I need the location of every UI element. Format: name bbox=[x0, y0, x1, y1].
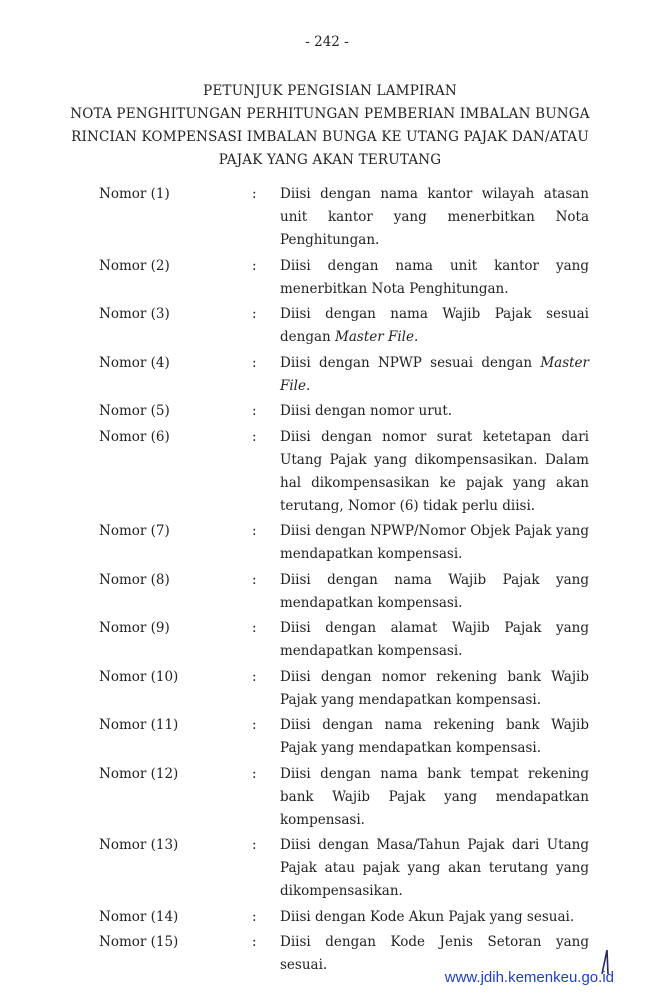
instruction-entry bbox=[99, 763, 589, 832]
title-line: PETUNJUK PENGISIAN LAMPIRAN bbox=[203, 83, 457, 99]
entry-description bbox=[280, 255, 589, 301]
entry-colon: : bbox=[252, 403, 257, 419]
entry-description bbox=[280, 834, 589, 903]
entry-label: Nomor (3) bbox=[99, 306, 170, 322]
entry-description bbox=[280, 520, 589, 566]
entry-description bbox=[280, 352, 589, 398]
entry-description-text: Diisi dengan Kode Akun Pajak yang sesuai. bbox=[280, 908, 575, 925]
entry-label: Nomor (2) bbox=[99, 257, 170, 274]
entry-colon: : bbox=[252, 306, 257, 322]
instruction-entry bbox=[99, 569, 589, 615]
document-title bbox=[60, 80, 600, 172]
entry-colon: : bbox=[252, 908, 257, 925]
entry-description bbox=[280, 617, 589, 663]
title-line: NOTA PENGHITUNGAN PERHITUNGAN PEMBERIAN IMBALAN BUNGA bbox=[70, 106, 590, 122]
instruction-entry bbox=[99, 400, 589, 423]
entry-description bbox=[280, 763, 589, 832]
entry-description-text: Diisi dengan nomor urut. bbox=[280, 403, 453, 419]
entry-description-text: Diisi dengan Masa/Tahun Pajak dari Utang Pajak atau pajak yang akan terutang yang dikompensasikan. bbox=[280, 837, 589, 899]
entry-label: Nomor (5) bbox=[99, 403, 170, 419]
instruction-entry bbox=[99, 352, 589, 398]
title-line: PAJAK YANG AKAN TERUTANG bbox=[218, 152, 442, 168]
entry-label: Nomor (8) bbox=[99, 571, 170, 588]
entry-colon: : bbox=[252, 934, 257, 950]
entry-description bbox=[280, 183, 589, 252]
instruction-entry bbox=[99, 617, 589, 663]
entry-description-italic: Master File. bbox=[335, 329, 419, 345]
entry-colon: : bbox=[252, 837, 257, 853]
entry-description bbox=[280, 906, 589, 929]
entry-description-text: Diisi dengan nama Wajib Pajak yang mendapatkan kompensasi. bbox=[280, 571, 589, 611]
entry-label: Nomor (12) bbox=[99, 765, 179, 782]
entry-description bbox=[280, 426, 589, 518]
entry-description-text: Diisi dengan nama rekening bank Wajib Pajak yang mendapatkan kompensasi. bbox=[280, 717, 589, 756]
instruction-entry bbox=[99, 255, 589, 301]
entry-colon: : bbox=[252, 428, 257, 445]
entry-label: Nomor (7) bbox=[99, 523, 170, 539]
entry-label: Nomor (14) bbox=[99, 908, 179, 925]
entry-label: Nomor (4) bbox=[99, 354, 170, 371]
entry-colon: : bbox=[252, 186, 257, 202]
entry-description-text: Diisi dengan nama unit kantor yang menerbitkan Nota Penghitungan. bbox=[280, 257, 589, 297]
instruction-entry bbox=[99, 906, 589, 929]
entry-colon: : bbox=[252, 765, 257, 782]
entry-label: Nomor (1) bbox=[99, 186, 170, 202]
instruction-entry bbox=[99, 666, 589, 712]
initial-signature-mark bbox=[600, 948, 610, 978]
entry-description bbox=[280, 303, 589, 349]
entry-label: Nomor (15) bbox=[99, 934, 179, 950]
entry-colon: : bbox=[252, 717, 257, 733]
entry-colon: : bbox=[252, 523, 257, 539]
instruction-entry bbox=[99, 714, 589, 760]
entry-label: Nomor (10) bbox=[99, 668, 179, 685]
entry-description-text: Diisi dengan NPWP/Nomor Objek Pajak yang mendapatkan kompensasi. bbox=[280, 523, 589, 562]
entry-description-text: Diisi dengan alamat Wajib Pajak yang mendapatkan kompensasi. bbox=[280, 620, 589, 659]
page-number: - 242 - bbox=[305, 34, 349, 50]
entry-description-italic: Master File. bbox=[280, 354, 589, 394]
instruction-list bbox=[99, 183, 589, 980]
entry-colon: : bbox=[252, 620, 257, 636]
entry-description-text: Diisi dengan nomor rekening bank Wajib Pajak yang mendapatkan kompensasi. bbox=[280, 668, 589, 708]
entry-colon: : bbox=[252, 668, 257, 685]
entry-label: Nomor (13) bbox=[99, 837, 179, 853]
entry-description-text: Diisi dengan nomor surat ketetapan dari Utang Pajak yang dikompensasikan. Dalam hal dikompensasikan ke pajak yang akan terutang, Nomor (6) tidak perlu diisi. bbox=[280, 428, 589, 514]
entry-description bbox=[280, 666, 589, 712]
entry-description-text: Diisi dengan NPWP sesuai dengan bbox=[280, 354, 541, 371]
entry-colon: : bbox=[252, 571, 257, 588]
entry-description-text: Diisi dengan nama kantor wilayah atasan unit kantor yang menerbitkan Nota Penghitungan. bbox=[280, 186, 589, 248]
entry-description bbox=[280, 569, 589, 615]
entry-description bbox=[280, 400, 589, 423]
entry-label: Nomor (9) bbox=[99, 620, 170, 636]
entry-label: Nomor (11) bbox=[99, 717, 179, 733]
title-line: RINCIAN KOMPENSASI IMBALAN BUNGA KE UTANG PAJAK DAN/ATAU bbox=[71, 129, 589, 145]
instruction-entry bbox=[99, 834, 589, 903]
instruction-entry bbox=[99, 303, 589, 349]
entry-description bbox=[280, 714, 589, 760]
entry-description-text: Diisi dengan Kode Jenis Setoran yang sesuai. bbox=[280, 934, 589, 973]
jdih-website-link[interactable]: www.jdih.kemenkeu.go.id bbox=[444, 969, 614, 986]
instruction-entry bbox=[99, 426, 589, 518]
entry-description-text: Diisi dengan nama Wajib Pajak sesuai dengan bbox=[280, 306, 589, 345]
instruction-entry bbox=[99, 520, 589, 566]
entry-colon: : bbox=[252, 354, 257, 371]
entry-colon: : bbox=[252, 257, 257, 274]
entry-label: Nomor (6) bbox=[99, 428, 170, 445]
instruction-entry bbox=[99, 183, 589, 252]
entry-description-text: Diisi dengan nama bank tempat rekening bank Wajib Pajak yang mendapatkan kompensasi. bbox=[280, 765, 589, 828]
